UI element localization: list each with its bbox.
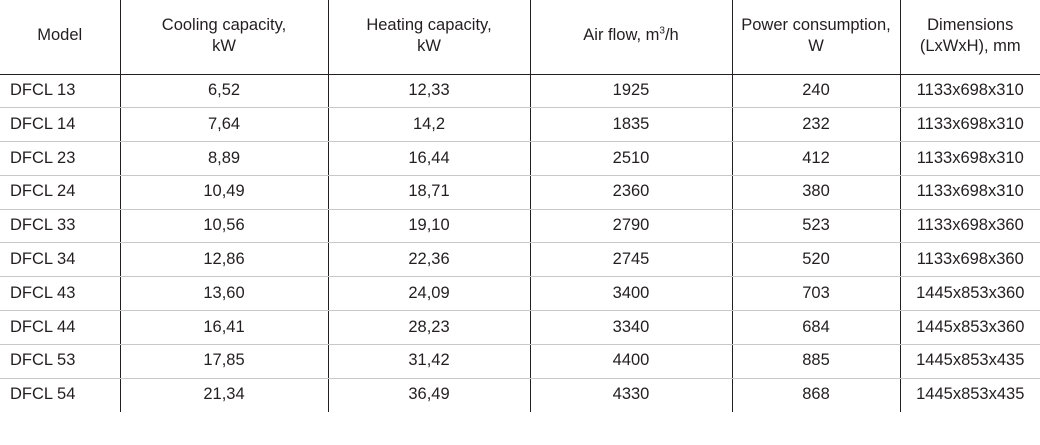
cell-cooling: 12,86 <box>120 243 328 277</box>
column-header-air-flow <box>530 0 732 74</box>
cell-cooling: 16,41 <box>120 311 328 345</box>
column-header-model <box>0 0 120 74</box>
cell-power: 240 <box>732 74 900 108</box>
cell-heating: 36,49 <box>328 378 530 412</box>
cell-dimensions: 1445x853x360 <box>900 277 1040 311</box>
cell-cooling: 8,89 <box>120 142 328 176</box>
column-header-power-consumption <box>732 0 900 74</box>
airflow-label-pre: Air flow, m <box>583 26 660 45</box>
column-header-dimensions-line2: (LxWxH), mm <box>919 36 1021 55</box>
cell-heating: 19,10 <box>328 209 530 243</box>
cell-heating: 16,44 <box>328 142 530 176</box>
cell-model: DFCL 34 <box>0 243 120 277</box>
cell-airflow: 4330 <box>530 378 732 412</box>
cell-airflow: 1925 <box>530 74 732 108</box>
cell-power: 412 <box>732 142 900 176</box>
cell-power: 868 <box>732 378 900 412</box>
column-header-power-line2: W <box>808 36 824 55</box>
cell-heating: 12,33 <box>328 74 530 108</box>
table-row <box>0 277 1040 311</box>
cell-airflow: 2745 <box>530 243 732 277</box>
table-row <box>0 378 1040 412</box>
cell-cooling: 10,56 <box>120 209 328 243</box>
column-header-heating-line2: kW <box>417 36 441 55</box>
cell-model: DFCL 54 <box>0 378 120 412</box>
column-header-model-line1: Model <box>37 26 83 45</box>
table-row <box>0 108 1040 142</box>
table-row <box>0 74 1040 108</box>
cell-power: 520 <box>732 243 900 277</box>
column-header-heating-line1: Heating capacity, <box>366 15 492 34</box>
cell-dimensions: 1133x698x310 <box>900 74 1040 108</box>
airflow-exponent: 3 <box>659 25 665 37</box>
cell-dimensions: 1133x698x360 <box>900 209 1040 243</box>
cell-cooling: 21,34 <box>120 378 328 412</box>
table-header-row <box>0 0 1040 74</box>
column-header-dimensions-line1: Dimensions <box>927 15 1014 34</box>
cell-dimensions: 1133x698x360 <box>900 243 1040 277</box>
cell-power: 380 <box>732 175 900 209</box>
cell-heating: 28,23 <box>328 311 530 345</box>
cell-airflow: 2790 <box>530 209 732 243</box>
cell-heating: 31,42 <box>328 344 530 378</box>
cell-cooling: 17,85 <box>120 344 328 378</box>
cell-power: 232 <box>732 108 900 142</box>
cell-airflow: 2360 <box>530 175 732 209</box>
cell-model: DFCL 53 <box>0 344 120 378</box>
cell-heating: 22,36 <box>328 243 530 277</box>
table-body <box>0 74 1040 412</box>
cell-cooling: 7,64 <box>120 108 328 142</box>
cell-power: 885 <box>732 344 900 378</box>
cell-dimensions: 1445x853x435 <box>916 385 1025 404</box>
cell-airflow: 4400 <box>530 344 732 378</box>
cell-power: 703 <box>732 277 900 311</box>
cell-model: DFCL 24 <box>0 175 120 209</box>
airflow-label-post: /h <box>664 26 679 45</box>
cell-dimensions: 1133x698x310 <box>900 108 1040 142</box>
cell-cooling: 13,60 <box>120 277 328 311</box>
cell-heating: 18,71 <box>328 175 530 209</box>
column-header-airflow-line1 <box>537 25 726 46</box>
cell-model: DFCL 33 <box>0 209 120 243</box>
table-row <box>0 311 1040 345</box>
cell-model: DFCL 43 <box>0 277 120 311</box>
table-row <box>0 209 1040 243</box>
table-row <box>0 344 1040 378</box>
cell-power: 523 <box>732 209 900 243</box>
cell-dimensions: 1445x853x360 <box>900 311 1040 345</box>
column-header-cooling-line1: Cooling capacity, <box>161 15 287 34</box>
table-header <box>0 0 1040 74</box>
cell-model: DFCL 14 <box>0 108 120 142</box>
cell-power: 684 <box>732 311 900 345</box>
cell-model: DFCL 44 <box>0 311 120 345</box>
cell-dimensions: 1133x698x310 <box>900 142 1040 176</box>
cell-dimensions: 1445x853x435 <box>900 344 1040 378</box>
cell-airflow: 3340 <box>530 311 732 345</box>
cell-heating: 24,09 <box>328 277 530 311</box>
cell-airflow: 3400 <box>530 277 732 311</box>
cell-cooling: 6,52 <box>120 74 328 108</box>
cell-model: DFCL 13 <box>0 74 120 108</box>
table-row <box>0 243 1040 277</box>
column-header-cooling-line2: kW <box>212 36 236 55</box>
cell-airflow: 2510 <box>530 142 732 176</box>
column-header-heating-capacity <box>328 0 530 74</box>
column-header-cooling-capacity <box>120 0 328 74</box>
table-row <box>0 175 1040 209</box>
cell-airflow: 1835 <box>530 108 732 142</box>
table-row <box>0 142 1040 176</box>
cell-model: DFCL 23 <box>0 142 120 176</box>
cell-heating: 14,2 <box>328 108 530 142</box>
column-header-dimensions <box>900 0 1040 74</box>
column-header-power-line1: Power consumption, <box>741 15 891 34</box>
cell-cooling: 10,49 <box>120 175 328 209</box>
cell-dimensions: 1133x698x310 <box>900 175 1040 209</box>
